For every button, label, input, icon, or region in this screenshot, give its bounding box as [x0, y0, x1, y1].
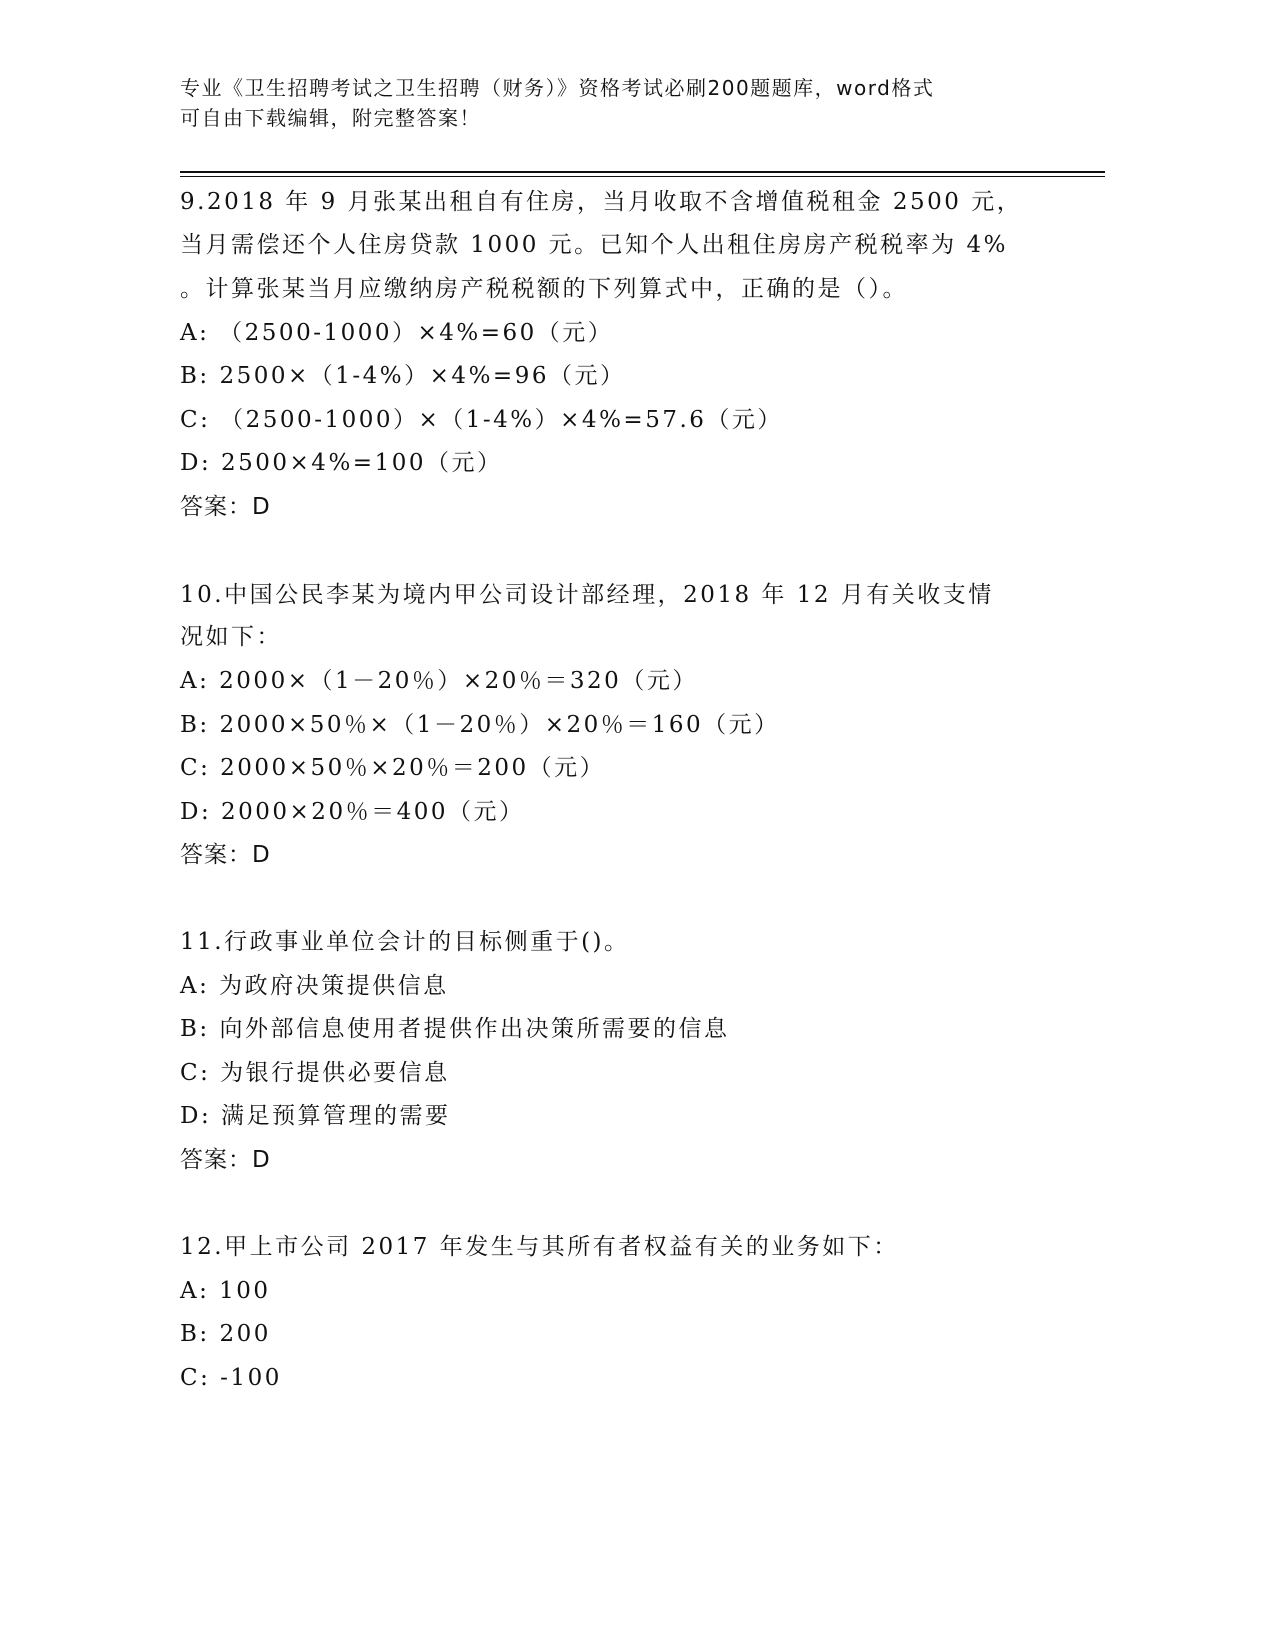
answer: 答案：D [180, 494, 271, 520]
option-a: A: 为政府决策提供信息 [180, 973, 449, 999]
question-stem: 况如下： [180, 624, 282, 650]
option-a: A: 100 [180, 1278, 271, 1304]
option-c: C: （2500-1000）×（1-4%）×4%=57.6（元） [180, 407, 783, 433]
question-stem: 12.甲上市公司 2017 年发生与其所有者权益有关的业务如下： [180, 1234, 899, 1260]
header-rule-top [180, 171, 1105, 173]
option-c: C: -100 [180, 1365, 282, 1391]
header-line-1: 专业《卫生招聘考试之卫生招聘（财务）》资格考试必刷200题题库，word格式 [180, 76, 935, 100]
question-stem: 9.2018 年 9 月张某出租自有住房，当月收取不含增值税租金 2500 元， [180, 189, 1023, 215]
option-a: A: 2000×（1－20％）×20％＝320（元） [180, 668, 698, 694]
answer: 答案：D [180, 1147, 271, 1173]
question-stem: 10.中国公民李某为境内甲公司设计部经理，2018 年 12 月有关收支情 [180, 582, 994, 608]
option-b: B: 200 [180, 1321, 271, 1347]
option-b: B: 2000×50％×（1－20％）×20％＝160（元） [180, 712, 780, 738]
header-rule-bottom [180, 176, 1105, 177]
option-c: C: 为银行提供必要信息 [180, 1060, 450, 1086]
question-stem: 11.行政事业单位会计的目标侧重于()。 [180, 929, 630, 955]
option-a: A: （2500-1000）×4%=60（元） [180, 320, 614, 346]
option-d: D: 2000×20％＝400（元） [180, 799, 525, 825]
header-line-2: 可自由下载编辑，附完整答案！ [180, 106, 481, 130]
question-stem: 当月需偿还个人住房贷款 1000 元。已知个人出租住房房产税税率为 4% [180, 232, 1008, 258]
option-b: B: 2500×（1-4%）×4%=96（元） [180, 363, 626, 389]
question-stem: 。计算张某当月应缴纳房产税税额的下列算式中，正确的是（）。 [180, 276, 908, 302]
option-d: D: 满足预算管理的需要 [180, 1103, 451, 1129]
answer: 答案：D [180, 842, 271, 868]
option-c: C: 2000×50％×20％＝200（元） [180, 755, 606, 781]
option-b: B: 向外部信息使用者提供作出决策所需要的信息 [180, 1016, 730, 1042]
option-d: D: 2500×4%=100（元） [180, 450, 503, 476]
